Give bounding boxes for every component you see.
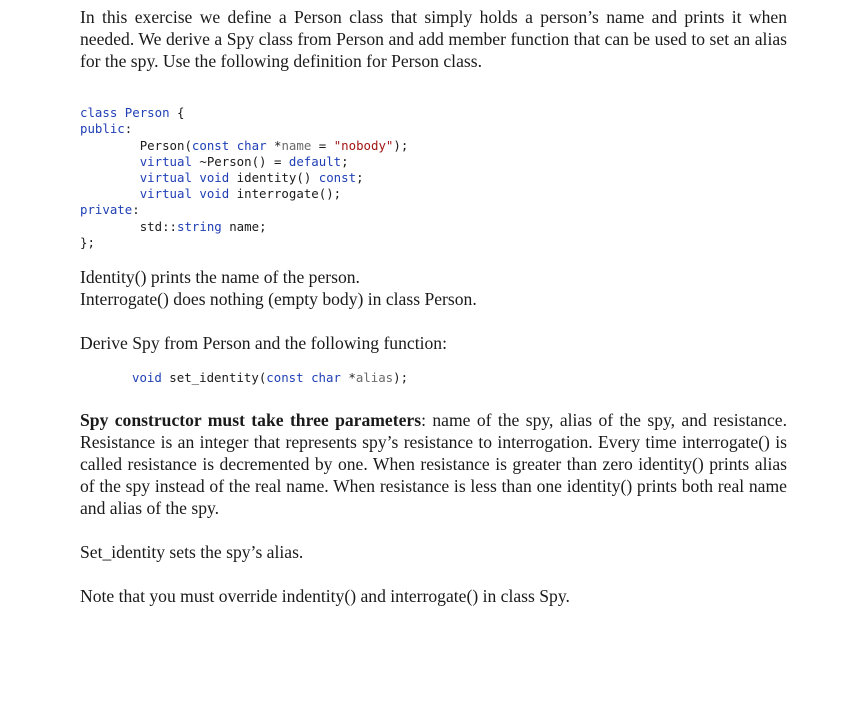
code-text: * <box>266 137 282 153</box>
constructor-emphasis: Spy constructor must take three parameters <box>80 410 422 431</box>
note-paragraph: Note that you must override indentity() and interrogate() in class Spy. <box>80 586 570 607</box>
code-line-8 <box>80 219 787 235</box>
code-text: ); <box>393 137 409 153</box>
constructor-text: : name of the spy, alias of the spy, and resistance. Resistance is an integer that represents spy’s resistance to interrogation. Every time interrogate() is called resistance is decremented by one. When resistance is greater than zero identity() prints alias of the spy instead of the real name. When resistance is less than one identity() prints both real name and alias of the spy. <box>80 410 787 519</box>
code-text: std:: <box>139 218 177 234</box>
code-class-name: Person <box>124 105 170 121</box>
code-text: set_identity( <box>161 370 267 386</box>
code-line-9: }; <box>80 234 95 250</box>
code-identifier: name <box>281 137 312 153</box>
code-line-7 <box>80 202 787 218</box>
code-line-6 <box>80 186 787 202</box>
code-text: ; <box>341 153 349 169</box>
document-page <box>80 6 787 607</box>
code-text <box>304 370 311 385</box>
code2-line <box>132 370 787 386</box>
code-line-3 <box>80 138 787 154</box>
person-class-code <box>80 89 787 251</box>
code-text: Person( <box>139 137 192 153</box>
code-keyword: void <box>199 186 230 202</box>
code-text: : <box>124 121 133 137</box>
code-string: "nobody" <box>333 137 394 153</box>
code-text: ); <box>393 370 409 386</box>
code-keyword: virtual <box>139 186 192 202</box>
code-text: ; <box>356 170 364 186</box>
code-text: interrogate(); <box>229 186 342 202</box>
constructor-paragraph <box>80 409 787 519</box>
code-keyword: void <box>132 370 162 386</box>
code-line-5 <box>80 170 787 186</box>
code-keyword: const <box>191 137 230 153</box>
code-keyword: char <box>311 370 341 386</box>
set-identity-code <box>132 354 787 386</box>
code-keyword: virtual <box>139 170 192 186</box>
code-keyword: char <box>236 137 267 153</box>
code-keyword: default <box>288 153 342 169</box>
code-line-1 <box>80 105 787 121</box>
code-text: = <box>311 137 334 153</box>
code-text: * <box>340 370 356 386</box>
code-keyword: string <box>177 218 222 234</box>
code-keyword: private <box>80 202 133 218</box>
code-keyword: class <box>80 105 118 121</box>
code-text: identity() <box>229 170 319 186</box>
code-text: ~Person() = <box>191 153 289 169</box>
derive-spy-paragraph: Derive Spy from Person and the following function: <box>80 333 447 354</box>
code-text: name; <box>221 218 267 234</box>
code-keyword: void <box>199 170 230 186</box>
code-keyword: public <box>80 121 125 137</box>
code-identifier: alias <box>355 370 394 386</box>
code-keyword: const <box>266 370 304 386</box>
identity-description: Identity() prints the name of the person. <box>80 267 360 288</box>
code-text: { <box>169 105 185 121</box>
code-keyword: virtual <box>139 153 192 169</box>
interrogate-description: Interrogate() does nothing (empty body) in class Person. <box>80 289 477 310</box>
code-text <box>229 138 236 153</box>
code-line-4 <box>80 154 787 170</box>
intro-paragraph: In this exercise we define a Person class that simply holds a person’s name and prints it when needed. We derive a Spy class from Person and add member function that can be used to set an alias for the spy. Use the following definition for Person class. <box>80 7 787 71</box>
code-keyword: const <box>318 170 357 186</box>
code-line-2 <box>80 121 787 137</box>
set-identity-paragraph: Set_identity sets the spy’s alias. <box>80 542 304 563</box>
code-text: : <box>132 202 140 218</box>
